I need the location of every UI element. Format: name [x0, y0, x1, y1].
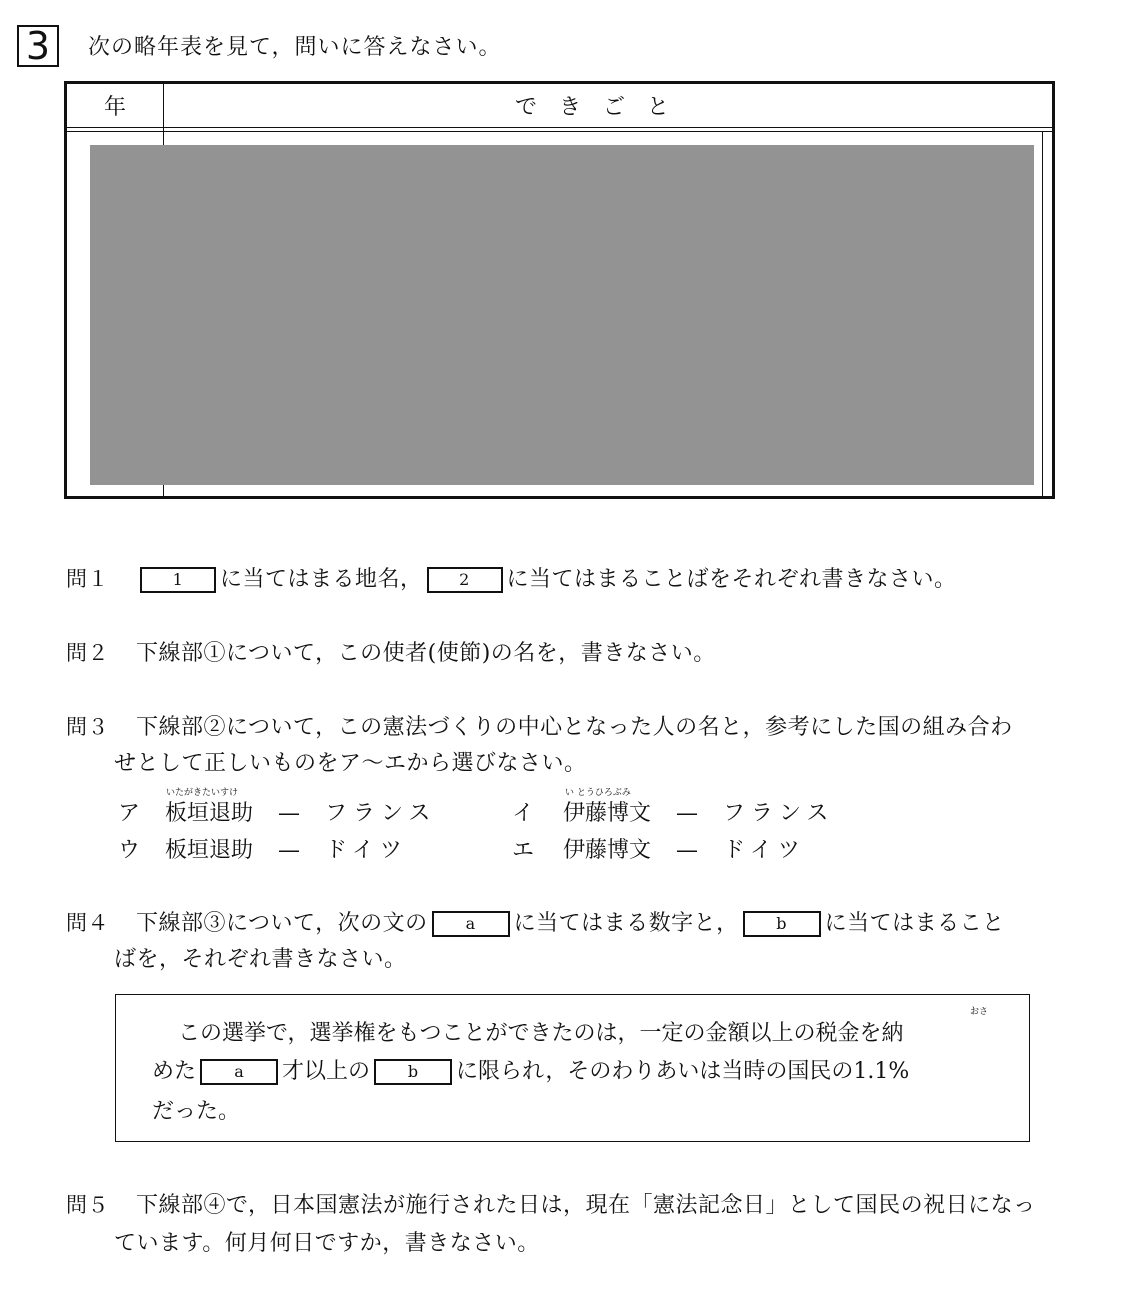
- question-1: [66, 562, 957, 593]
- choice-e: [512, 833, 806, 864]
- question-5: [66, 1188, 1036, 1219]
- ruby-ito: い とうひろぶみ: [565, 788, 631, 798]
- choice-person: 伊藤博文: [563, 801, 652, 826]
- section-number: 3: [17, 25, 59, 67]
- choice-person: 板垣退助: [165, 801, 254, 826]
- answer-blank-2: 2: [427, 567, 503, 593]
- answer-blank-a: a: [432, 911, 510, 937]
- quote-line-1: この選挙で，選挙権をもつことができたのは，一定の金額以上の税金を納: [178, 1021, 904, 1046]
- table-column-divider: [1042, 131, 1043, 496]
- question-text: に当てはまること: [824, 911, 1005, 936]
- choice-country: ドイツ: [723, 838, 806, 863]
- choice-country: ドイツ: [325, 838, 408, 863]
- quote-line-2: [152, 1054, 909, 1085]
- choice-person: 伊藤博文: [563, 838, 652, 863]
- choice-country: フランス: [723, 801, 835, 826]
- choice-dash: —: [676, 838, 699, 863]
- choice-a: [118, 796, 436, 827]
- question-3: [66, 710, 1013, 741]
- answer-blank-1: 1: [140, 567, 216, 593]
- question-5-line2: ています。何月何日ですか，書きなさい。: [114, 1231, 540, 1256]
- question-text: 下線部③について，次の文の: [136, 911, 428, 936]
- question-3-line2: せとして正しいものをア〜エから選びなさい。: [114, 751, 587, 776]
- question-label: 問３: [66, 715, 109, 739]
- quote-text: めた: [152, 1059, 197, 1084]
- table-header-year: 年: [103, 95, 126, 120]
- question-text: に当てはまる数字と，: [513, 911, 739, 936]
- quote-blank-b: b: [374, 1059, 452, 1085]
- choice-mark: ア: [118, 801, 141, 826]
- question-label: 問４: [66, 911, 109, 935]
- question-4: [66, 906, 1005, 937]
- question-label: 問２: [66, 641, 109, 665]
- table-divider: [67, 127, 1052, 128]
- choice-mark: イ: [512, 801, 535, 826]
- choice-dash: —: [278, 838, 301, 863]
- question-text: に当てはまる地名，: [220, 567, 423, 592]
- question-label: 問１: [66, 567, 109, 591]
- table-header-event: できごと: [514, 95, 691, 120]
- choice-dash: —: [676, 801, 699, 826]
- choice-u: [118, 833, 408, 864]
- ruby-osa: おさ: [970, 1007, 989, 1017]
- choice-i: [512, 796, 834, 827]
- choice-mark: エ: [512, 838, 535, 863]
- question-4-line2: ばを，それぞれ書きなさい。: [114, 947, 407, 972]
- choice-country: フランス: [325, 801, 437, 826]
- choice-person: 板垣退助: [165, 838, 254, 863]
- quote-line-3: だった。: [152, 1099, 241, 1124]
- ruby-itagaki: いたがきたいすけ: [166, 788, 239, 798]
- quote-blank-a: a: [200, 1059, 278, 1085]
- quote-text: 才以上の: [282, 1059, 371, 1084]
- redacted-content-block: [90, 145, 1034, 485]
- table-divider: [67, 131, 1052, 132]
- question-text: 下線部④で，日本国憲法が施行された日は，現在「憲法記念日」として国民の祝日になっ: [136, 1193, 1036, 1218]
- answer-blank-b: b: [743, 911, 821, 937]
- section-instruction: 次の略年表を見て，問いに答えなさい。: [88, 35, 502, 60]
- choice-dash: —: [278, 801, 301, 826]
- question-2: [66, 636, 716, 667]
- question-text: 下線部①について，この使者(使節)の名を，書きなさい。: [136, 641, 716, 666]
- question-text: 下線部②について，この憲法づくりの中心となった人の名と，参考にした国の組み合わ: [136, 715, 1013, 740]
- quote-text: に限られ，そのわりあいは当時の国民の1.1%: [456, 1059, 910, 1084]
- question-label: 問５: [66, 1193, 109, 1217]
- timeline-table: [64, 81, 1055, 499]
- choice-mark: ウ: [118, 838, 141, 863]
- question-text: に当てはまることばをそれぞれ書きなさい。: [506, 567, 957, 592]
